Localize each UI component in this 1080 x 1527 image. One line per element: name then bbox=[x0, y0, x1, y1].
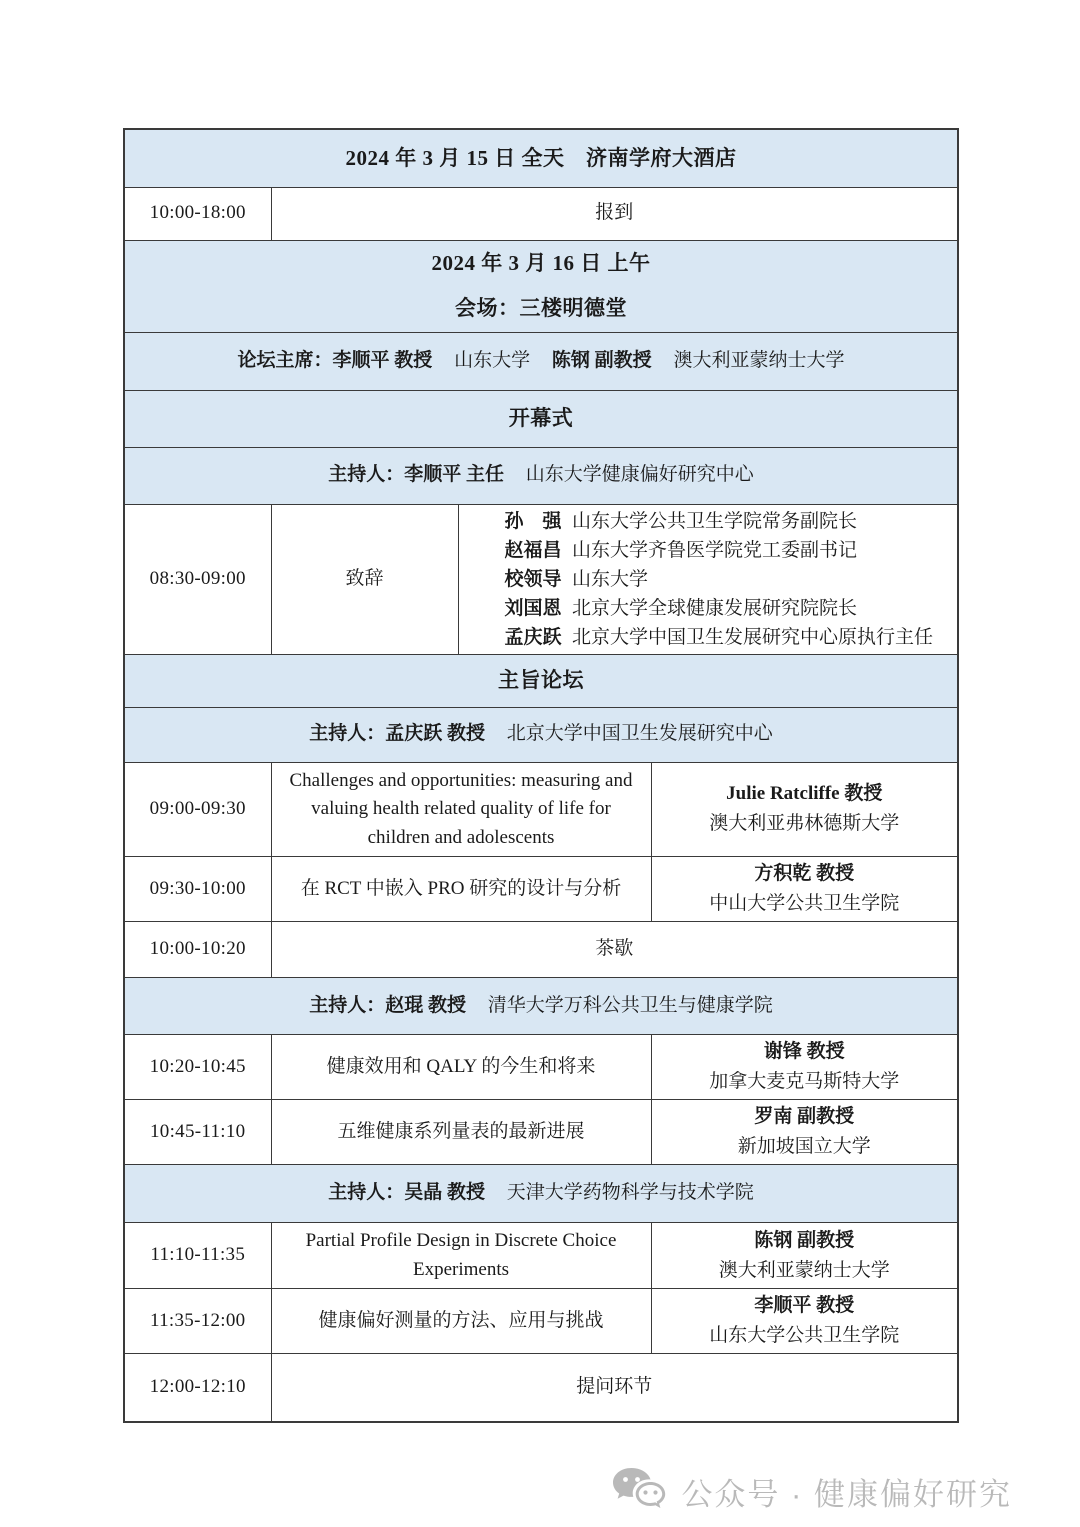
moderator-affiliation: 天津大学药物科学与技术学院 bbox=[506, 1182, 754, 1204]
forum-chair-row bbox=[124, 332, 958, 390]
speaker-name: 刘国恩 bbox=[504, 597, 562, 619]
talk-row bbox=[124, 1223, 958, 1289]
day-banner-row bbox=[124, 129, 958, 187]
session-row bbox=[124, 504, 958, 654]
time-cell: 11:35-12:00 bbox=[124, 1289, 271, 1354]
speaker-name: 赵福昌 bbox=[504, 539, 562, 561]
forum-chair-cell bbox=[124, 332, 958, 390]
talk-row bbox=[124, 1289, 958, 1354]
day-banner-mar15: 2024 年 3 月 15 日 全天 济南学府大酒店 bbox=[124, 129, 958, 187]
conference-agenda-table bbox=[123, 128, 959, 1423]
moderator-cell bbox=[124, 707, 958, 762]
moderator-name: 主持人：赵琨 教授 bbox=[309, 994, 466, 1016]
talk-speaker-cell bbox=[651, 1100, 958, 1165]
moderator-row bbox=[124, 447, 958, 504]
speaker-name: 校领导 bbox=[504, 568, 562, 590]
talk-row bbox=[124, 762, 958, 857]
talk-row bbox=[124, 1100, 958, 1165]
talk-speaker-cell bbox=[651, 1035, 958, 1100]
day-banner-mar16 bbox=[124, 240, 958, 332]
speaker-affiliation: 中山大学公共卫生学院 bbox=[709, 893, 900, 914]
day-banner-row bbox=[124, 240, 958, 332]
wechat-watermark bbox=[611, 1466, 1012, 1516]
section-banner-keynote: 主旨论坛 bbox=[124, 654, 958, 707]
speakers-list-cell bbox=[458, 504, 958, 654]
talk-speaker-cell bbox=[651, 1289, 958, 1354]
talk-speaker-cell bbox=[651, 1223, 958, 1289]
speaker-affiliation: 山东大学公共卫生学院常务副院长 bbox=[571, 510, 857, 532]
speaker-name: 谢锋 教授 bbox=[763, 1041, 845, 1062]
time-cell: 10:20-10:45 bbox=[124, 1035, 271, 1100]
speaker-affiliation: 山东大学齐鲁医学院党工委副书记 bbox=[571, 539, 857, 561]
moderator-cell bbox=[124, 447, 958, 504]
moderator-affiliation: 北京大学中国卫生发展研究中心 bbox=[506, 723, 773, 745]
speaker-affiliation: 山东大学公共卫生学院 bbox=[709, 1325, 900, 1346]
moderator-name: 主持人：吴晶 教授 bbox=[328, 1182, 485, 1204]
time-cell: 12:00-12:10 bbox=[124, 1354, 271, 1422]
moderator-affiliation: 清华大学万科公共卫生与健康学院 bbox=[487, 994, 773, 1016]
speaker-affiliation: 澳大利亚弗林德斯大学 bbox=[709, 813, 900, 835]
moderator-name: 主持人：李顺平 主任 bbox=[328, 464, 504, 486]
banner-date-line: 2024 年 3 月 16 日 上午 bbox=[431, 250, 651, 275]
session-title-cell: 致辞 bbox=[271, 504, 458, 654]
session-title-cell: 茶歇 bbox=[271, 922, 958, 978]
time-cell: 09:30-10:00 bbox=[124, 857, 271, 922]
time-cell: 10:45-11:10 bbox=[124, 1100, 271, 1165]
talk-title-cell: 在 RCT 中嵌入 PRO 研究的设计与分析 bbox=[271, 857, 651, 922]
chair-affiliation: 澳大利亚蒙纳士大学 bbox=[673, 349, 845, 371]
session-row bbox=[124, 1354, 958, 1422]
session-title-cell: 报到 bbox=[271, 187, 958, 240]
talk-speaker-cell bbox=[651, 762, 958, 857]
speaker-line bbox=[505, 536, 952, 565]
session-title-cell: 提问环节 bbox=[271, 1354, 958, 1422]
moderator-affiliation: 山东大学健康偏好研究中心 bbox=[525, 464, 754, 486]
talk-row bbox=[124, 857, 958, 922]
speaker-name: 孟庆跃 bbox=[504, 626, 562, 648]
speaker-affiliation: 加拿大麦克马斯特大学 bbox=[709, 1071, 900, 1092]
speaker-name: 陈钢 副教授 bbox=[754, 1229, 855, 1251]
speaker-line bbox=[505, 594, 952, 623]
talk-title-cell: 健康偏好测量的方法、应用与挑战 bbox=[271, 1289, 651, 1354]
moderator-name: 主持人：孟庆跃 教授 bbox=[309, 723, 485, 745]
section-banner-row bbox=[124, 390, 958, 447]
speaker-affiliation: 山东大学 bbox=[571, 568, 648, 590]
speaker-line bbox=[505, 507, 952, 536]
talk-title-cell: 五维健康系列量表的最新进展 bbox=[271, 1100, 651, 1165]
chair-affiliation: 山东大学 bbox=[454, 349, 531, 371]
moderator-row bbox=[124, 978, 958, 1035]
speaker-affiliation: 北京大学全球健康发展研究院院长 bbox=[571, 597, 857, 619]
speaker-affiliation: 澳大利亚蒙纳士大学 bbox=[718, 1259, 890, 1281]
speaker-name: 罗南 副教授 bbox=[754, 1106, 855, 1127]
talk-speaker-cell bbox=[651, 857, 958, 922]
moderator-row bbox=[124, 1165, 958, 1223]
speaker-line bbox=[505, 623, 952, 652]
speaker-name: 方积乾 教授 bbox=[754, 863, 855, 884]
speaker-name: 孙 强 bbox=[504, 510, 562, 532]
speaker-line bbox=[505, 565, 952, 594]
speaker-affiliation: 新加坡国立大学 bbox=[737, 1136, 871, 1157]
speaker-name: Julie Ratcliffe 教授 bbox=[726, 783, 883, 805]
chair-name: 陈钢 副教授 bbox=[551, 349, 652, 371]
speaker-affiliation: 北京大学中国卫生发展研究中心原执行主任 bbox=[571, 626, 933, 648]
time-cell: 10:00-18:00 bbox=[124, 187, 271, 240]
moderator-row bbox=[124, 707, 958, 762]
time-cell: 08:30-09:00 bbox=[124, 504, 271, 654]
speaker-name: 李顺平 教授 bbox=[754, 1295, 855, 1316]
talk-title-cell: Challenges and opportunities: measuring and valuing health related quality of life for children and adolescents bbox=[271, 762, 651, 857]
moderator-cell bbox=[124, 978, 958, 1035]
time-cell: 11:10-11:35 bbox=[124, 1223, 271, 1289]
time-cell: 09:00-09:30 bbox=[124, 762, 271, 857]
session-row bbox=[124, 922, 958, 978]
talk-row bbox=[124, 1035, 958, 1100]
wechat-icon bbox=[611, 1466, 667, 1516]
chair-name: 论坛主席：李顺平 教授 bbox=[237, 349, 433, 371]
time-cell: 10:00-10:20 bbox=[124, 922, 271, 978]
moderator-cell bbox=[124, 1165, 958, 1223]
talk-title-cell: Partial Profile Design in Discrete Choice Experiments bbox=[271, 1223, 651, 1289]
section-banner-opening: 开幕式 bbox=[124, 390, 958, 447]
watermark-text: 公众号 · 健康偏好研究 bbox=[681, 1476, 1012, 1512]
session-row bbox=[124, 187, 958, 240]
section-banner-row bbox=[124, 654, 958, 707]
banner-venue-line: 会场：三楼明德堂 bbox=[455, 296, 627, 320]
talk-title-cell: 健康效用和 QALY 的今生和将来 bbox=[271, 1035, 651, 1100]
